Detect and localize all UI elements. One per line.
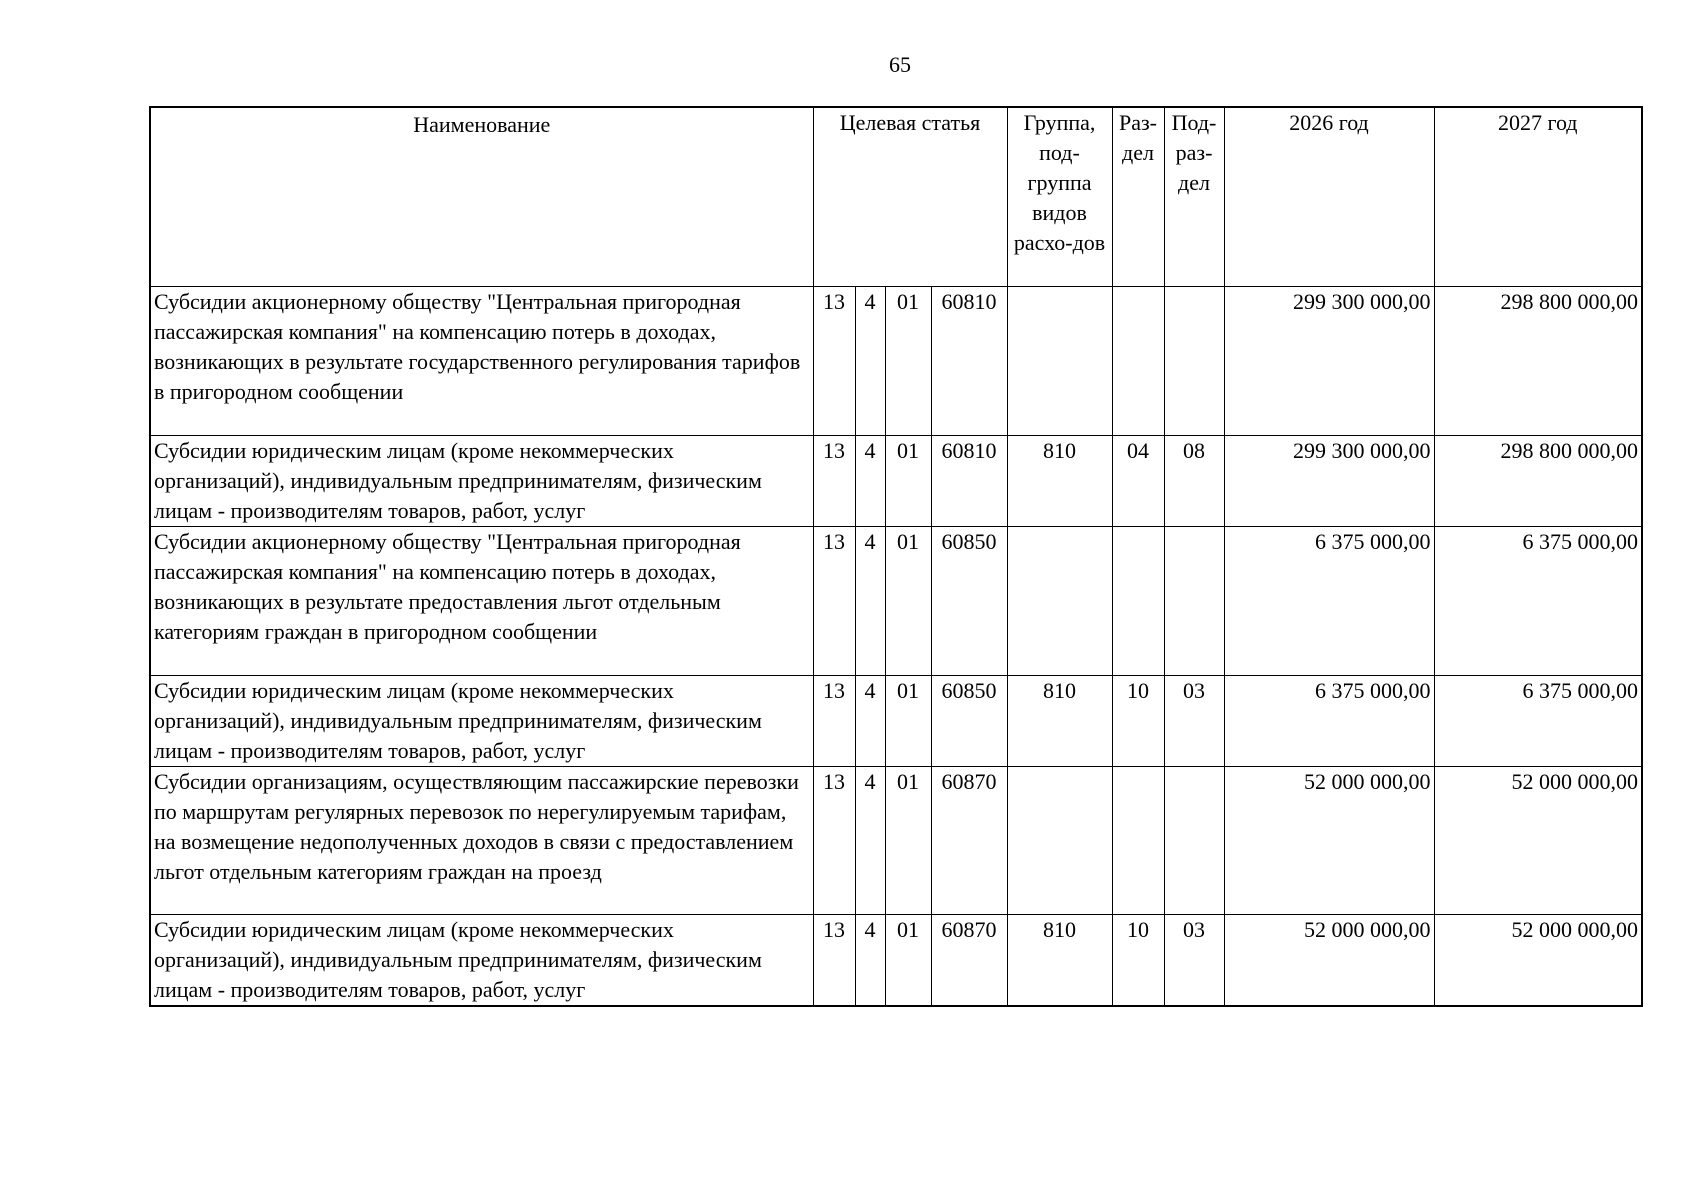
target-article-part-2: 4: [855, 675, 885, 766]
target-article-part-3: 01: [885, 435, 931, 526]
target-article-part-4: 60870: [931, 766, 1007, 914]
target-article-part-1: 13: [813, 435, 855, 526]
row-name: Субсидии юридическим лицам (кроме некоммерческих организаций), индивидуальным предпринимателям, физическим лицам - производителям товаров, работ, услуг: [150, 675, 813, 766]
target-article-part-1: 13: [813, 766, 855, 914]
target-article-part-2: 4: [855, 526, 885, 675]
table-row: [150, 766, 1642, 914]
row-name: Субсидии акционерному обществу "Центральная пригородная пассажирская компания" на компенсацию потерь в доходах, возникающих в результате предоставления льгот отдельным категориям граждан в пригородном сообщении: [150, 526, 813, 675]
expense-group: 810: [1007, 435, 1112, 526]
row-name: Субсидии организациям, осуществляющим пассажирские перевозки по маршрутам регулярных перевозок по нерегулируемым тарифам, на возмещение недополученных доходов в связи с предоставлением льгот отдельным категориям граждан на проезд: [150, 766, 813, 914]
header-subsection: Под-раз-дел: [1164, 107, 1224, 286]
subsection: [1164, 286, 1224, 435]
amount-2026: 6 375 000,00: [1224, 675, 1434, 766]
subsection: [1164, 766, 1224, 914]
target-article-part-2: 4: [855, 435, 885, 526]
amount-2026: 299 300 000,00: [1224, 286, 1434, 435]
target-article-part-4: 60850: [931, 526, 1007, 675]
target-article-part-3: 01: [885, 766, 931, 914]
target-article-part-3: 01: [885, 675, 931, 766]
target-article-part-4: 60810: [931, 286, 1007, 435]
subsection: 03: [1164, 675, 1224, 766]
table-row: [150, 435, 1642, 526]
expense-group: [1007, 526, 1112, 675]
row-name: Субсидии юридическим лицам (кроме некоммерческих организаций), индивидуальным предпринимателям, физическим лицам - производителям товаров, работ, услуг: [150, 435, 813, 526]
section: 10: [1112, 675, 1164, 766]
section: 10: [1112, 914, 1164, 1006]
target-article-part-3: 01: [885, 914, 931, 1006]
amount-2026: 6 375 000,00: [1224, 526, 1434, 675]
target-article-part-1: 13: [813, 286, 855, 435]
amount-2027: 52 000 000,00: [1434, 766, 1642, 914]
budget-table: [149, 106, 1643, 1007]
header-name: Наименование: [150, 107, 813, 286]
header-year-2026: 2026 год: [1224, 107, 1434, 286]
amount-2026: 52 000 000,00: [1224, 766, 1434, 914]
expense-group: [1007, 286, 1112, 435]
subsection: 08: [1164, 435, 1224, 526]
table-row: [150, 914, 1642, 1006]
table-row: [150, 286, 1642, 435]
target-article-part-3: 01: [885, 286, 931, 435]
table-row: [150, 526, 1642, 675]
section: [1112, 526, 1164, 675]
amount-2026: 52 000 000,00: [1224, 914, 1434, 1006]
amount-2027: 6 375 000,00: [1434, 526, 1642, 675]
expense-group: 810: [1007, 675, 1112, 766]
target-article-part-1: 13: [813, 526, 855, 675]
subsection: [1164, 526, 1224, 675]
header-year-2027: 2027 год: [1434, 107, 1642, 286]
target-article-part-1: 13: [813, 914, 855, 1006]
amount-2027: 6 375 000,00: [1434, 675, 1642, 766]
target-article-part-4: 60810: [931, 435, 1007, 526]
header-section: Раз-дел: [1112, 107, 1164, 286]
expense-group: 810: [1007, 914, 1112, 1006]
row-name: Субсидии юридическим лицам (кроме некоммерческих организаций), индивидуальным предпринимателям, физическим лицам - производителям товаров, работ, услуг: [150, 914, 813, 1006]
header-target-article: Целевая статья: [813, 107, 1007, 286]
page-number: 65: [889, 52, 911, 77]
target-article-part-3: 01: [885, 526, 931, 675]
header-expense-group: Группа, под-группа видов расхо-дов: [1007, 107, 1112, 286]
section: 04: [1112, 435, 1164, 526]
amount-2026: 299 300 000,00: [1224, 435, 1434, 526]
target-article-part-2: 4: [855, 766, 885, 914]
amount-2027: 298 800 000,00: [1434, 286, 1642, 435]
table-header-row: [150, 107, 1642, 286]
subsection: 03: [1164, 914, 1224, 1006]
target-article-part-4: 60850: [931, 675, 1007, 766]
row-name: Субсидии акционерному обществу "Центральная пригородная пассажирская компания" на компенсацию потерь в доходах, возникающих в результате государственного регулирования тарифов в пригородном сообщении: [150, 286, 813, 435]
target-article-part-1: 13: [813, 675, 855, 766]
section: [1112, 286, 1164, 435]
target-article-part-2: 4: [855, 914, 885, 1006]
target-article-part-2: 4: [855, 286, 885, 435]
amount-2027: 52 000 000,00: [1434, 914, 1642, 1006]
expense-group: [1007, 766, 1112, 914]
table-row: [150, 675, 1642, 766]
target-article-part-4: 60870: [931, 914, 1007, 1006]
section: [1112, 766, 1164, 914]
amount-2027: 298 800 000,00: [1434, 435, 1642, 526]
